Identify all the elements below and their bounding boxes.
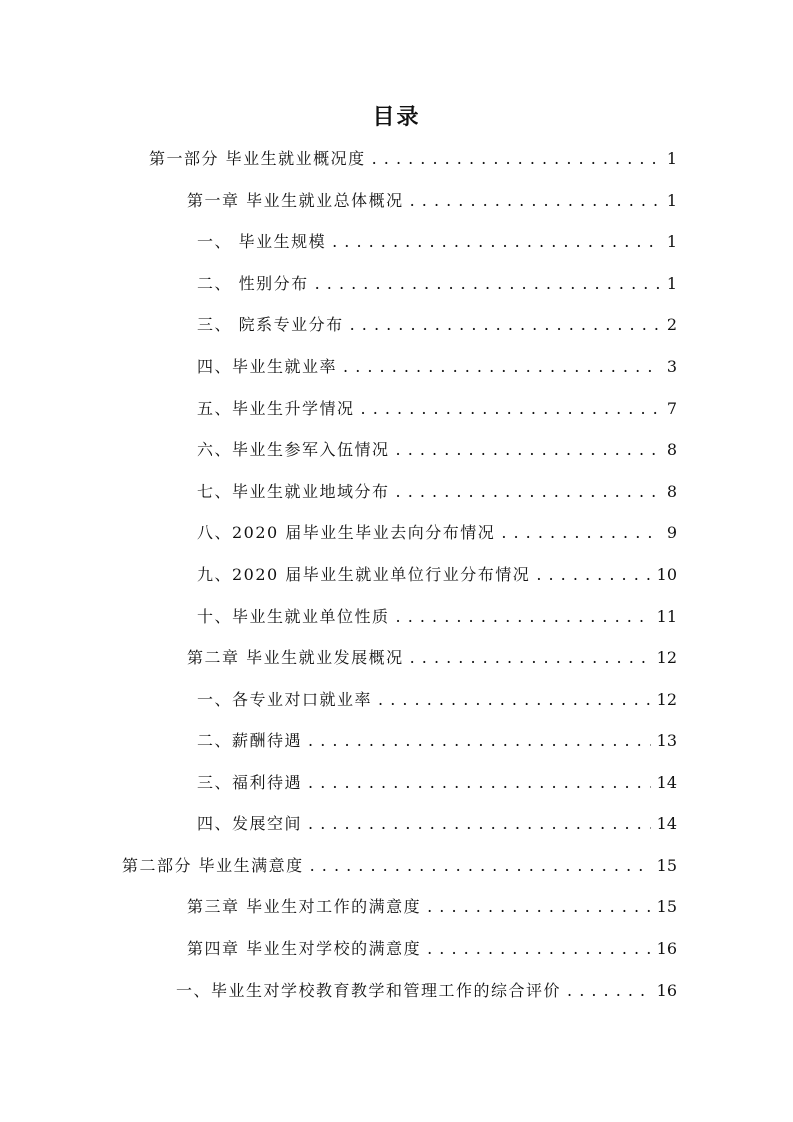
toc-dot-leader — [567, 976, 651, 1006]
toc-entry-label: 第一部分 毕业生就业概况度 — [149, 149, 366, 168]
toc-entry-label: 二、 性别分布 — [197, 274, 309, 293]
toc-entry[interactable] — [197, 435, 677, 465]
toc-entry[interactable] — [187, 186, 677, 216]
toc-entry-page: 13 — [656, 731, 677, 750]
toc-entry-label: 第二部分 毕业生满意度 — [122, 856, 304, 875]
toc-entry-label: 四、发展空间 — [197, 814, 303, 833]
toc-entry[interactable] — [197, 726, 677, 756]
toc-dot-leader — [361, 394, 659, 424]
toc-entry-page: 14 — [656, 773, 677, 792]
toc-dot-leader — [501, 518, 659, 548]
toc-dot-leader — [396, 435, 659, 465]
toc-dot-leader — [396, 477, 659, 507]
toc-entry-label: 六、毕业生参军入伍情况 — [197, 440, 390, 459]
toc-entry[interactable] — [197, 560, 677, 590]
toc-entry-label: 三、福利待遇 — [197, 773, 303, 792]
toc-entry-page: 12 — [656, 690, 677, 709]
toc-entry-label: 九、2020 届毕业生就业单位行业分布情况 — [197, 565, 531, 584]
toc-dot-leader — [427, 892, 651, 922]
toc-dot-leader — [372, 144, 659, 174]
toc-entry-label: 第一章 毕业生就业总体概况 — [187, 191, 404, 210]
toc-entry[interactable] — [197, 768, 677, 798]
toc-entry[interactable] — [187, 643, 677, 673]
toc-entry[interactable] — [197, 352, 677, 382]
toc-entry[interactable] — [197, 809, 677, 839]
toc-entry[interactable] — [197, 227, 677, 257]
toc-entry[interactable] — [149, 144, 677, 174]
toc-entry-page: 11 — [656, 607, 677, 626]
toc-entry[interactable] — [187, 892, 677, 922]
toc-entry-page: 2 — [666, 315, 677, 334]
toc-entry-page: 16 — [656, 939, 677, 958]
toc-entry-page: 12 — [656, 648, 677, 667]
toc-entry-label: 一、毕业生对学校教育教学和管理工作的综合评价 — [176, 981, 562, 1000]
toc-entry-label: 三、 院系专业分布 — [197, 315, 344, 334]
toc-entry[interactable] — [197, 269, 677, 299]
toc-entry-page: 1 — [666, 191, 677, 210]
toc-entry-page: 14 — [656, 814, 677, 833]
toc-entry-page: 8 — [666, 440, 677, 459]
toc-entry-page: 16 — [656, 981, 677, 1000]
toc-entry[interactable] — [197, 685, 677, 715]
toc-entry-label: 第四章 毕业生对学校的满意度 — [187, 939, 422, 958]
toc-dot-leader — [343, 352, 659, 382]
toc-entry[interactable] — [187, 934, 677, 964]
toc-entry-label: 四、毕业生就业率 — [197, 357, 338, 376]
toc-dot-leader — [308, 768, 651, 798]
toc-entry[interactable] — [197, 518, 677, 548]
toc-entry[interactable] — [176, 976, 677, 1006]
toc-dot-leader — [396, 602, 651, 632]
toc-dot-leader — [410, 643, 651, 673]
toc-entry[interactable] — [122, 851, 677, 881]
toc-entry-label: 五、毕业生升学情况 — [197, 399, 355, 418]
toc-entry-label: 八、2020 届毕业生毕业去向分布情况 — [197, 523, 496, 542]
toc-dot-leader — [378, 685, 651, 715]
toc-entry[interactable] — [197, 310, 677, 340]
toc-entry-label: 第二章 毕业生就业发展概况 — [187, 648, 404, 667]
toc-entry-page: 10 — [656, 565, 677, 584]
toc-entry-page: 1 — [666, 274, 677, 293]
toc-entry-label: 第三章 毕业生对工作的满意度 — [187, 897, 422, 916]
toc-title: 目录 — [372, 105, 421, 130]
toc-dot-leader — [427, 934, 651, 964]
toc-entry-page: 9 — [666, 523, 677, 542]
toc-entry-page: 15 — [656, 897, 677, 916]
toc-dot-leader — [308, 726, 651, 756]
toc-entry-label: 一、 毕业生规模 — [197, 232, 327, 251]
toc-entry-page: 15 — [656, 856, 677, 875]
toc-entry-page: 1 — [666, 232, 677, 251]
toc-entry-label: 七、毕业生就业地域分布 — [197, 482, 390, 501]
toc-entry-page: 3 — [666, 357, 677, 376]
toc-dot-leader — [536, 560, 650, 590]
toc-entry-label: 二、薪酬待遇 — [197, 731, 303, 750]
toc-entry-label: 一、各专业对口就业率 — [197, 690, 373, 709]
toc-dot-leader — [410, 186, 659, 216]
toc-entry-page: 8 — [666, 482, 677, 501]
toc-entry-label: 十、毕业生就业单位性质 — [197, 607, 390, 626]
toc-entry[interactable] — [197, 602, 677, 632]
toc-entry-page: 7 — [666, 399, 677, 418]
toc-entry-page: 1 — [666, 149, 677, 168]
toc-dot-leader — [308, 809, 651, 839]
toc-dot-leader — [332, 227, 659, 257]
toc-dot-leader — [310, 851, 651, 881]
toc-dot-leader — [350, 310, 659, 340]
toc-entry[interactable] — [197, 394, 677, 424]
toc-dot-leader — [315, 269, 659, 299]
toc-entry[interactable] — [197, 477, 677, 507]
